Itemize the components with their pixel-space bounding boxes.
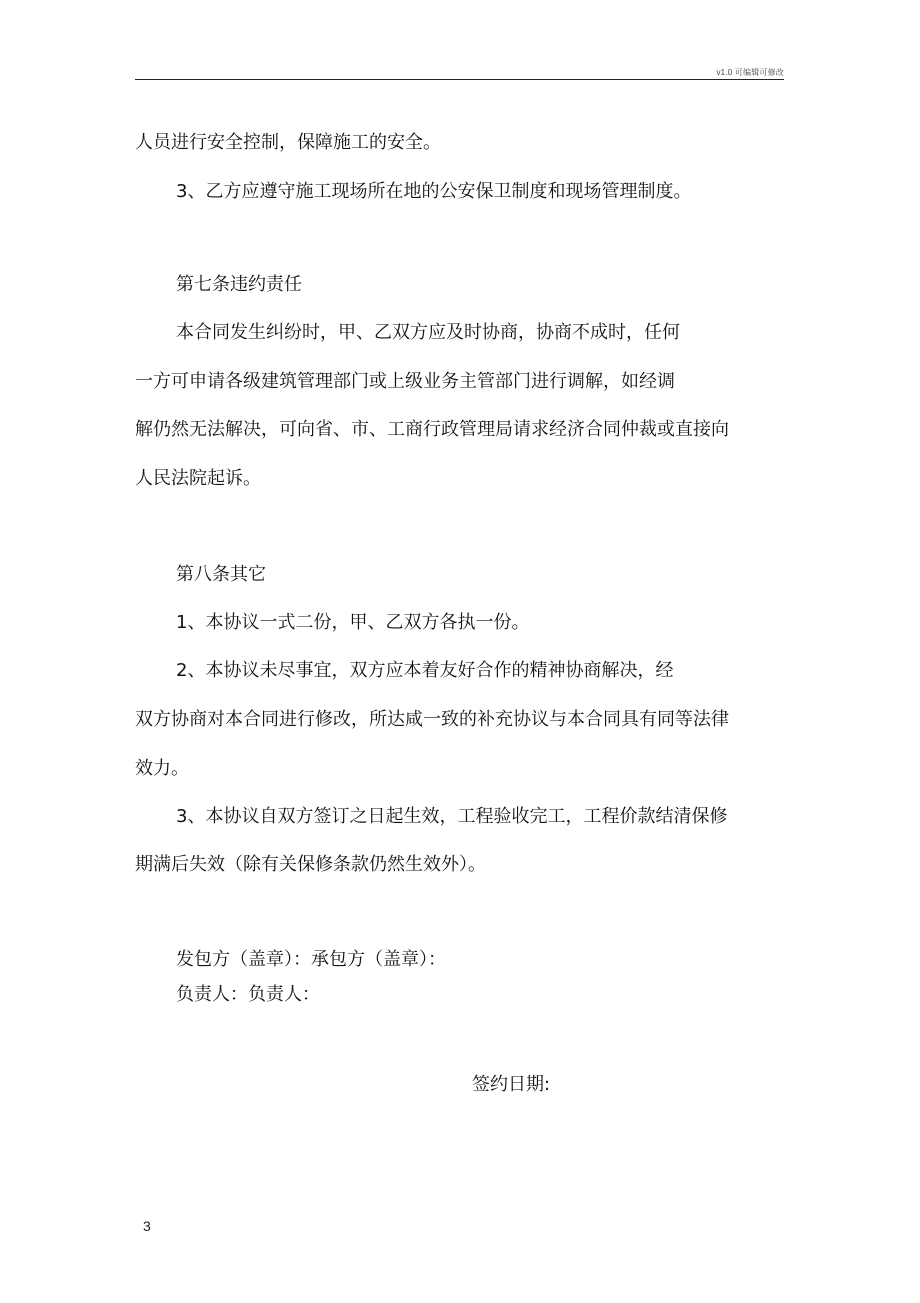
body-line: 人民法院起诉。 [135, 468, 261, 489]
body-line: 解仍然无法解决，可向省、市、工商行政管理局请求经济合同仲裁或直接向 [135, 419, 729, 440]
body-line: 人员进行安全控制，保障施工的安全。 [135, 132, 441, 153]
body-line: 3、乙方应遵守施工现场所在地的公安保卫制度和现场管理制度。 [176, 181, 692, 202]
body-line: 效力。 [135, 758, 189, 779]
body-line: 2、本协议未尽事宜，双方应本着友好合作的精神协商解决，经 [176, 660, 674, 681]
body-line: 3、本协议自双方签订之日起生效，工程验收完工，工程价款结清保修 [176, 806, 728, 827]
body-line: 一方可申请各级建筑管理部门或上级业务主管部门进行调解，如经调 [135, 371, 675, 392]
signature-responsible-line: 负责人：负责人： [176, 984, 320, 1005]
body-line: 1、本协议一式二份，甲、乙双方各执一份。 [176, 612, 530, 633]
article-8-title: 第八条其它 [176, 564, 266, 585]
body-line: 期满后失效（除有关保修条款仍然生效外）。 [135, 854, 486, 875]
signature-date-label: 签约日期: [472, 1074, 551, 1095]
signature-parties-line: 发包方（盖章）：承包方（盖章）： [176, 949, 446, 970]
header-divider [135, 79, 784, 80]
header-version-label: v1.0 可编辑可修改 [716, 68, 784, 77]
article-7-title: 第七条违约责任 [176, 274, 302, 295]
body-line: 本合同发生纠纷时，甲、乙双方应及时协商，协商不成时，任何 [176, 322, 680, 343]
page-number: 3 [143, 1218, 151, 1234]
body-line: 双方协商对本合同进行修改，所达咸一致的补充协议与本合同具有同等法律 [135, 709, 729, 730]
